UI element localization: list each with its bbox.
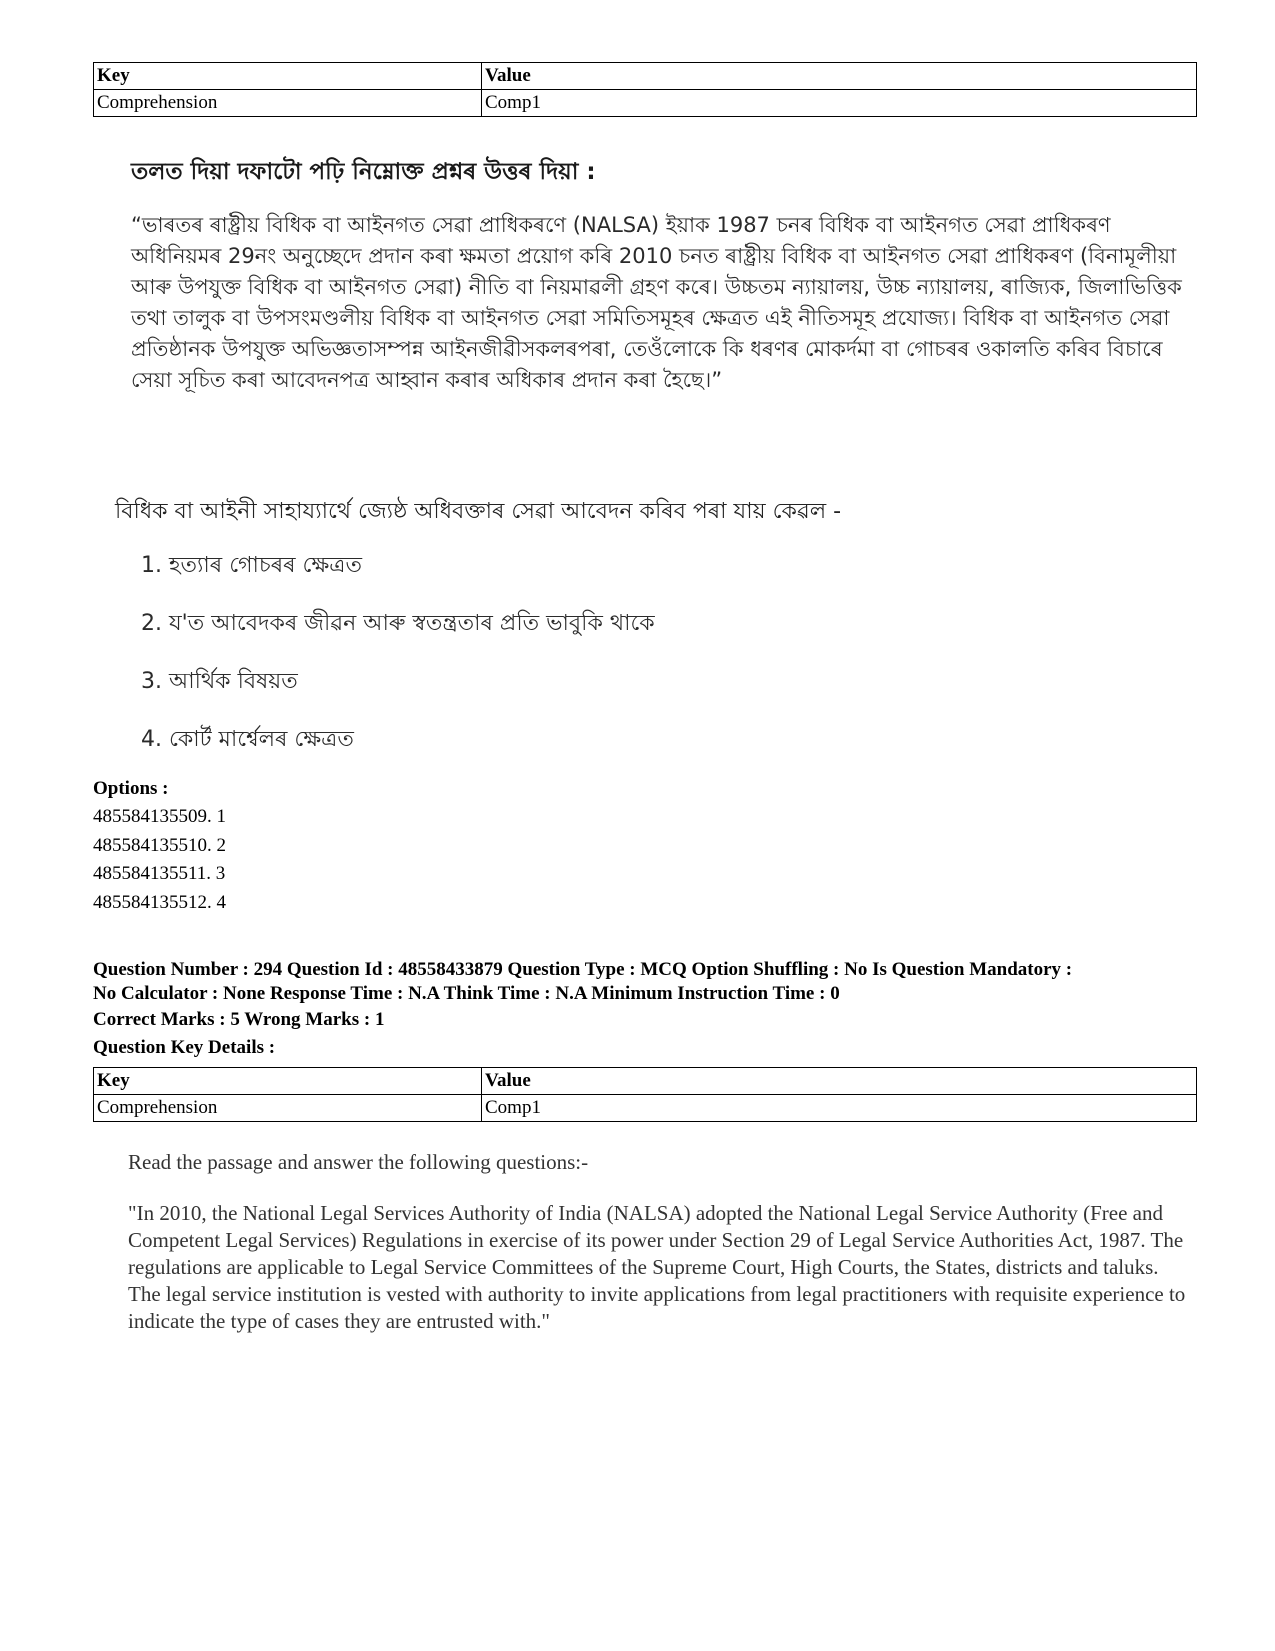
value-header: Value xyxy=(482,1068,1197,1095)
option-item: 485584135512. 4 xyxy=(93,891,226,913)
statement-item: 3. আৰ্থিক বিষয়ত xyxy=(141,669,298,694)
option-item: 485584135511. 3 xyxy=(93,863,226,884)
option-item: 485584135509. 1 xyxy=(93,806,226,827)
question-meta xyxy=(93,958,1203,1006)
value-header: Value xyxy=(482,63,1197,90)
key-cell: Comprehension xyxy=(94,1095,482,1122)
assamese-instruction-heading: তলত দিয়া দফাটো পঢ়ি নিম্নোক্ত প্ৰশ্নৰ উত্তৰ দিয়া : xyxy=(131,159,596,185)
assamese-statement-list xyxy=(141,548,655,780)
options-label: Options : xyxy=(93,778,169,799)
value-cell: Comp1 xyxy=(482,90,1197,117)
table-row xyxy=(94,1095,1197,1122)
table-header-row xyxy=(94,1068,1197,1095)
assamese-passage: “ভাৰতৰ ৰাষ্ট্ৰীয় বিধিক বা আইনগত সেৱা প্ৰাধিকৰণে (NALSA) ইয়াক 1987 চনৰ বিধিক বা আইনগত সেৱা প্ৰাধিকৰণ অধিনিয়মৰ 29নং অনুচ্ছেদে প্ৰদান কৰা ক্ষমতা প্ৰয়োগ কৰি 2010 চনত ৰাষ্ট্ৰীয় বিধিক বা আইনগত সেৱা প্ৰাধিকৰণ (বিনামূলীয়া আৰু উপযুক্ত বিধিক বা আইনগত সেৱা) নীতি বা নিয়মাৱলী গ্ৰহণ কৰে। উচ্চতম ন্যায়ালয়, উচ্চ ন্যায়ালয়, ৰাজ্যিক, জিলাভিত্তিক তথা তালুক বা উপসংমণ্ডলীয় বিধিক বা আইনগত সেৱা সমিতিসমূহৰ ক্ষেত্ৰত এই নীতিসমূহ প্ৰযোজ্য। বিধিক বা আইনগত সেৱা প্ৰতিষ্ঠানক উপযুক্ত অভিজ্ঞতাসম্পন্ন আইনজীৱীসকলৰপৰা, তেওঁলোকে কি ধৰণৰ মোকৰ্দমা বা গোচৰৰ ওকালতি কৰিব বিচাৰে সেয়া সূচিত কৰা আবেদনপত্ৰ আহ্বান কৰাৰ অধিকাৰ প্ৰদান কৰা হৈছে।” xyxy=(131,213,1182,392)
key-cell: Comprehension xyxy=(94,90,482,117)
statement-item: 1. হত্যাৰ গোচৰৰ ক্ষেত্ৰত xyxy=(141,553,362,578)
value-cell: Comp1 xyxy=(482,1095,1197,1122)
statement-item: 4. কোৰ্ট মাৰ্শ্বেলৰ ক্ষেত্ৰত xyxy=(141,727,354,752)
english-instruction-heading: Read the passage and answer the following questions:- xyxy=(128,1150,589,1174)
marks-line: Correct Marks : 5 Wrong Marks : 1 xyxy=(93,1009,385,1030)
table-header-row xyxy=(94,63,1197,90)
key-value-table xyxy=(93,62,1197,117)
key-header: Key xyxy=(94,63,482,90)
table-row xyxy=(94,90,1197,117)
statement-item: 2. য'ত আবেদকৰ জীৱন আৰু স্বতন্ত্ৰতাৰ প্ৰতি ভাবুকি থাকে xyxy=(141,611,655,636)
key-value-table xyxy=(93,1067,1197,1122)
key-details-label: Question Key Details : xyxy=(93,1037,276,1058)
key-header: Key xyxy=(94,1068,482,1095)
option-item: 485584135510. 2 xyxy=(93,834,226,856)
english-passage: "In 2010, the National Legal Services Authority of India (NALSA) adopted the National Legal Service Authority (Free and Competent Legal Services) Regulations in exercise of its power under Section 29 of Legal Service Authorities Act, 1987. The regulations are applicable to Legal Service Committees of the Supreme Court, High Courts, the States, districts and taluks. The legal service institution is vested with authority to invite applications from legal practitioners with requisite experience to indicate the type of cases they are entrusted with." xyxy=(128,1201,1186,1333)
question-meta-line: Question Number : 294 Question Id : 48558433879 Question Type : MCQ Option Shuffling : No Is Question Mandatory : xyxy=(93,959,1073,980)
options-list xyxy=(93,803,226,917)
assamese-question: বিধিক বা আইনী সাহায্যাৰ্থে জ্যেষ্ঠ অধিবক্তাৰ সেৱা আবেদন কৰিব পৰা যায় কেৱল - xyxy=(115,499,842,524)
question-meta-line: No Calculator : None Response Time : N.A Think Time : N.A Minimum Instruction Time : 0 xyxy=(93,983,840,1004)
